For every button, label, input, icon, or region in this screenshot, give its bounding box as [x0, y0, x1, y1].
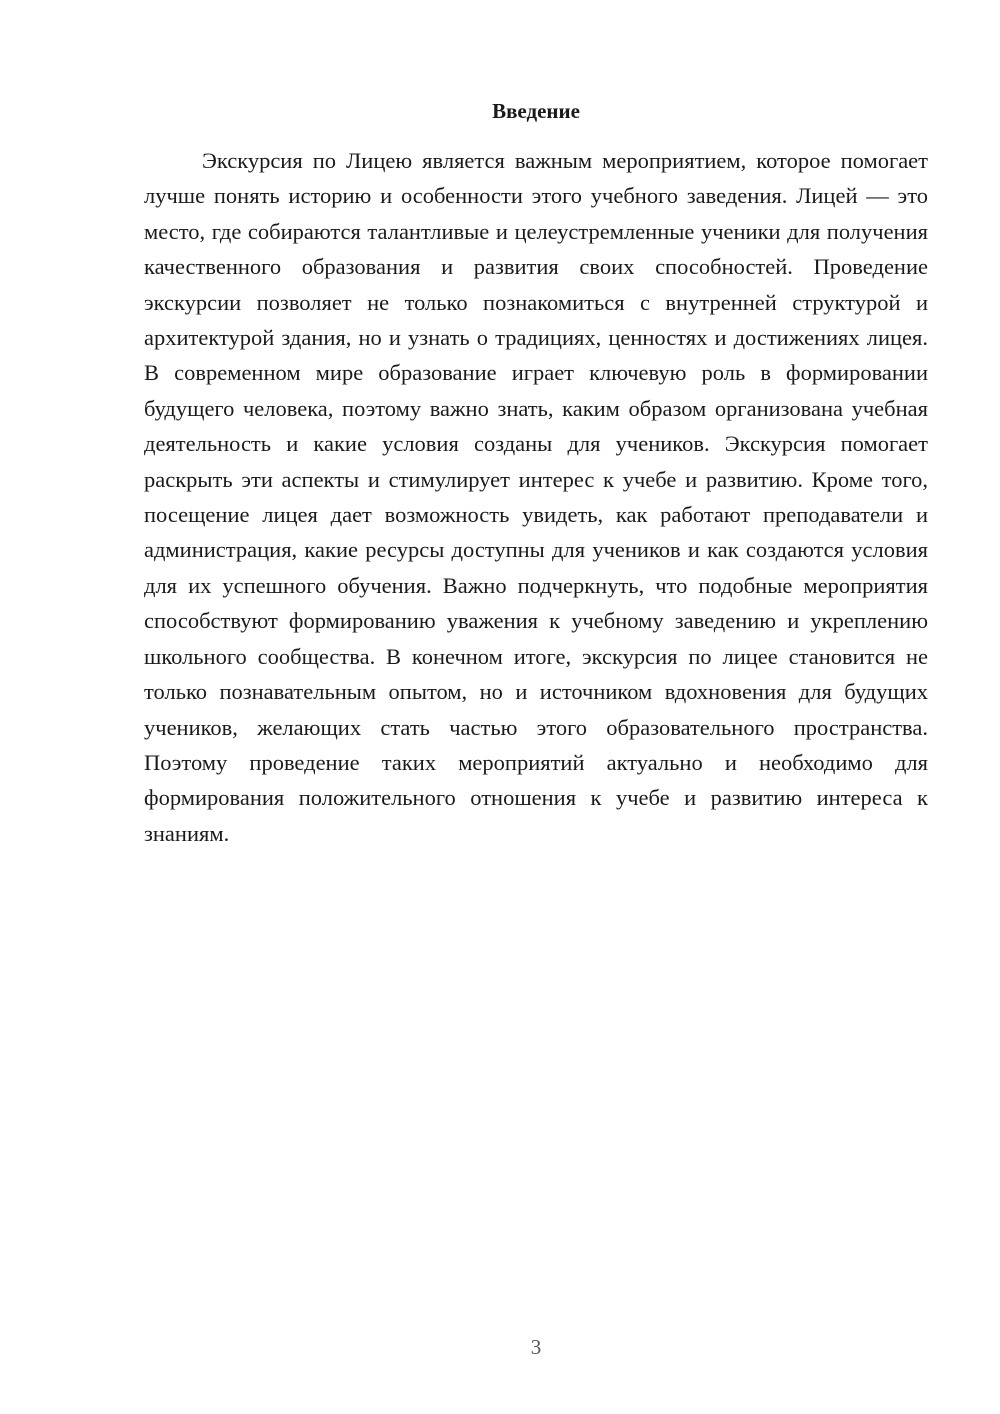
page-number: 3	[530, 1335, 542, 1359]
body-paragraph: Экскурсия по Лицею является важным мероприятием, которое помогает лучше понять историю и особенности этого учебного заведения. Лицей — это место, где собираются талантливые и целеустремленные ученики для получения качественного образования и развития своих способностей. Проведение экскурсии позволяет не только познакомиться с внутренней структурой и архитектурой здания, но и узнать о традициях, ценностях и достижениях лицея. В современном мире образование играет ключевую роль в формировании будущего человека, поэтому важно знать, каким образом организована учебная деятельность и какие условия созданы для учеников. Экскурсия помогает раскрыть эти аспекты и стимулирует интерес к учебе и развитию. Кроме того, посещение лицея дает возможность увидеть, как работают преподаватели и администрация, какие ресурсы доступны для учеников и как создаются условия для их успешного обучения. Важно подчеркнуть, что подобные мероприятия способствуют формированию уважения к учебному заведению и укреплению школьного сообщества. В конечном итоге, экскурсия по лицее становится не только познавательным опытом, но и источником вдохновения для будущих учеников, желающих стать частью этого образовательного пространства. Поэтому проведение таких мероприятий актуально и необходимо для формирования положительного отношения к учебе и развитию интереса к знаниям.	[144, 148, 928, 846]
page-title: Введение	[492, 99, 580, 123]
